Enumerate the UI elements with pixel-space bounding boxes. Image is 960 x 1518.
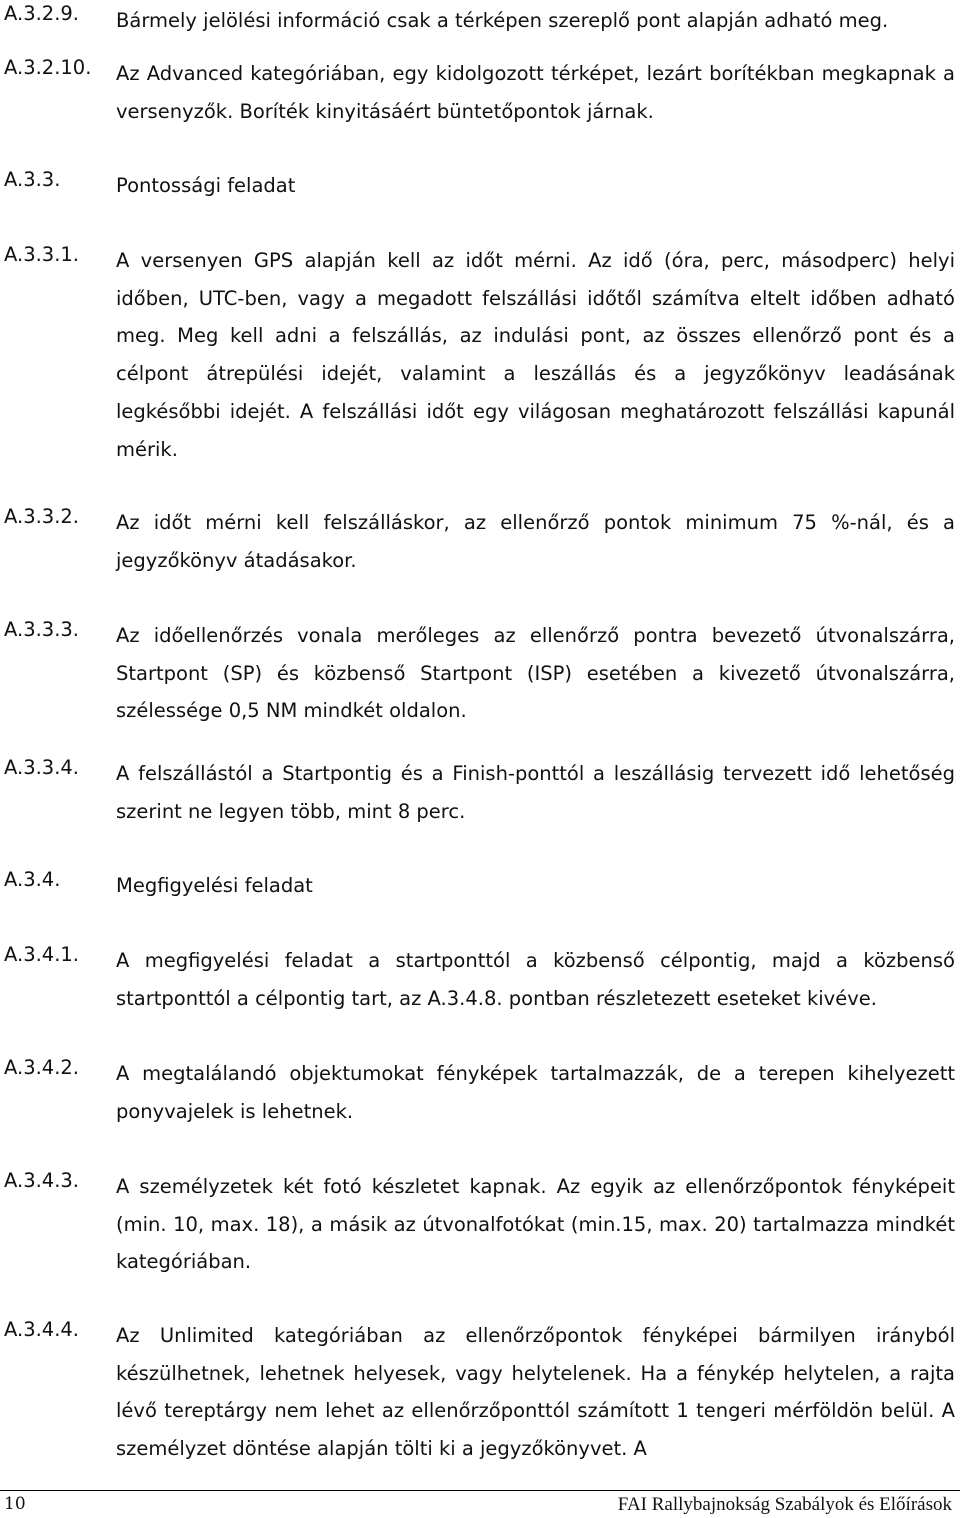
footer-divider [0,1490,960,1491]
section-number: A.3.3.3. [4,618,80,641]
section-number: A.3.2.9. [4,2,80,25]
section-text: Az Advanced kategóriában, egy kidolgozott térképet, lezárt borítékban megkapnak a versenyzők. Boríték kinyitásáért büntetőpontok járnak. [116,62,955,123]
section-text: A felszállástól a Startpontig és a Finish-ponttól a leszállásig tervezett idő lehetőség szerint ne legyen több, mint 8 perc. [116,762,955,823]
section-number: A.3.4. [4,868,61,891]
section-text: A versenyen GPS alapján kell az időt mérni. Az idő (óra, perc, másodperc) helyi időben, UTC-ben, vagy a megadott felszállási időtől számítva eltelt időben adható meg. Meg kell adni a felszállás, az indulási pont, az összes ellenőrző pont és a célpont átrepülési idejét, valamint a leszállás és a jegyzőkönyv leadásának legkésőbbi idejét. A felszállási időt egy világosan meghatározott felszállási kapunál mérik. [116,249,955,461]
section-number: A.3.4.1. [4,943,80,966]
section-number: A.3.3.2. [4,505,80,528]
section-number: A.3.3.4. [4,756,80,779]
section-text: A megfigyelési feladat a startponttól a közbenső célpontig, majd a közbenső startponttól a célpontig tart, az A.3.4.8. pontban részletezett eseteket kivéve. [116,949,955,1010]
page-number: 10 [4,1494,26,1514]
section-number: A.3.3. [4,168,61,191]
section-number: A.3.2.10. [4,56,92,79]
section-heading: Pontossági feladat [116,174,296,197]
footer-title: FAI Rallybajnokság Szabályok és Előírások [617,1494,952,1515]
section-number: A.3.3.1. [4,243,80,266]
section-text: A személyzetek két fotó készletet kapnak. Az egyik az ellenőrzőpontok fényképeit (min. 10, max. 18), a másik az útvonalfotókat (min.15, max. 20) tartalmazza mindkét kategóriában. [116,1175,955,1274]
section-number: A.3.4.4. [4,1318,80,1341]
section-text: Az Unlimited kategóriában az ellenőrzőpontok fényképei bármilyen irányból készülhetnek, lehetnek helyesek, vagy helytelenek. Ha a fénykép helytelen, a rajta lévő tereptárgy nem lehet az ellenőrzőponttól számított 1 tengeri mérföldön belül. A személyzet döntése alapján tölti ki a jegyzőkönyvet. A [116,1324,955,1461]
section-number: A.3.4.3. [4,1169,80,1192]
section-text: Bármely jelölési információ csak a térképen szereplő pont alapján adható meg. [116,9,889,32]
section-heading: Megfigyelési feladat [116,874,313,897]
section-number: A.3.4.2. [4,1056,80,1079]
section-text: Az időt mérni kell felszálláskor, az ellenőrző pontok minimum 75 %-nál, és a jegyzőkönyv átadásakor. [116,511,955,572]
section-text: Az időellenőrzés vonala merőleges az ellenőrző pontra bevezető útvonalszárra, Startpont (SP) és közbenső Startpont (ISP) esetében a kivezető útvonalszárra, szélessége 0,5 NM mindkét oldalon. [116,624,955,723]
section-text: A megtalálandó objektumokat fényképek tartalmazzák, de a terepen kihelyezett ponyvajelek is lehetnek. [116,1062,955,1123]
